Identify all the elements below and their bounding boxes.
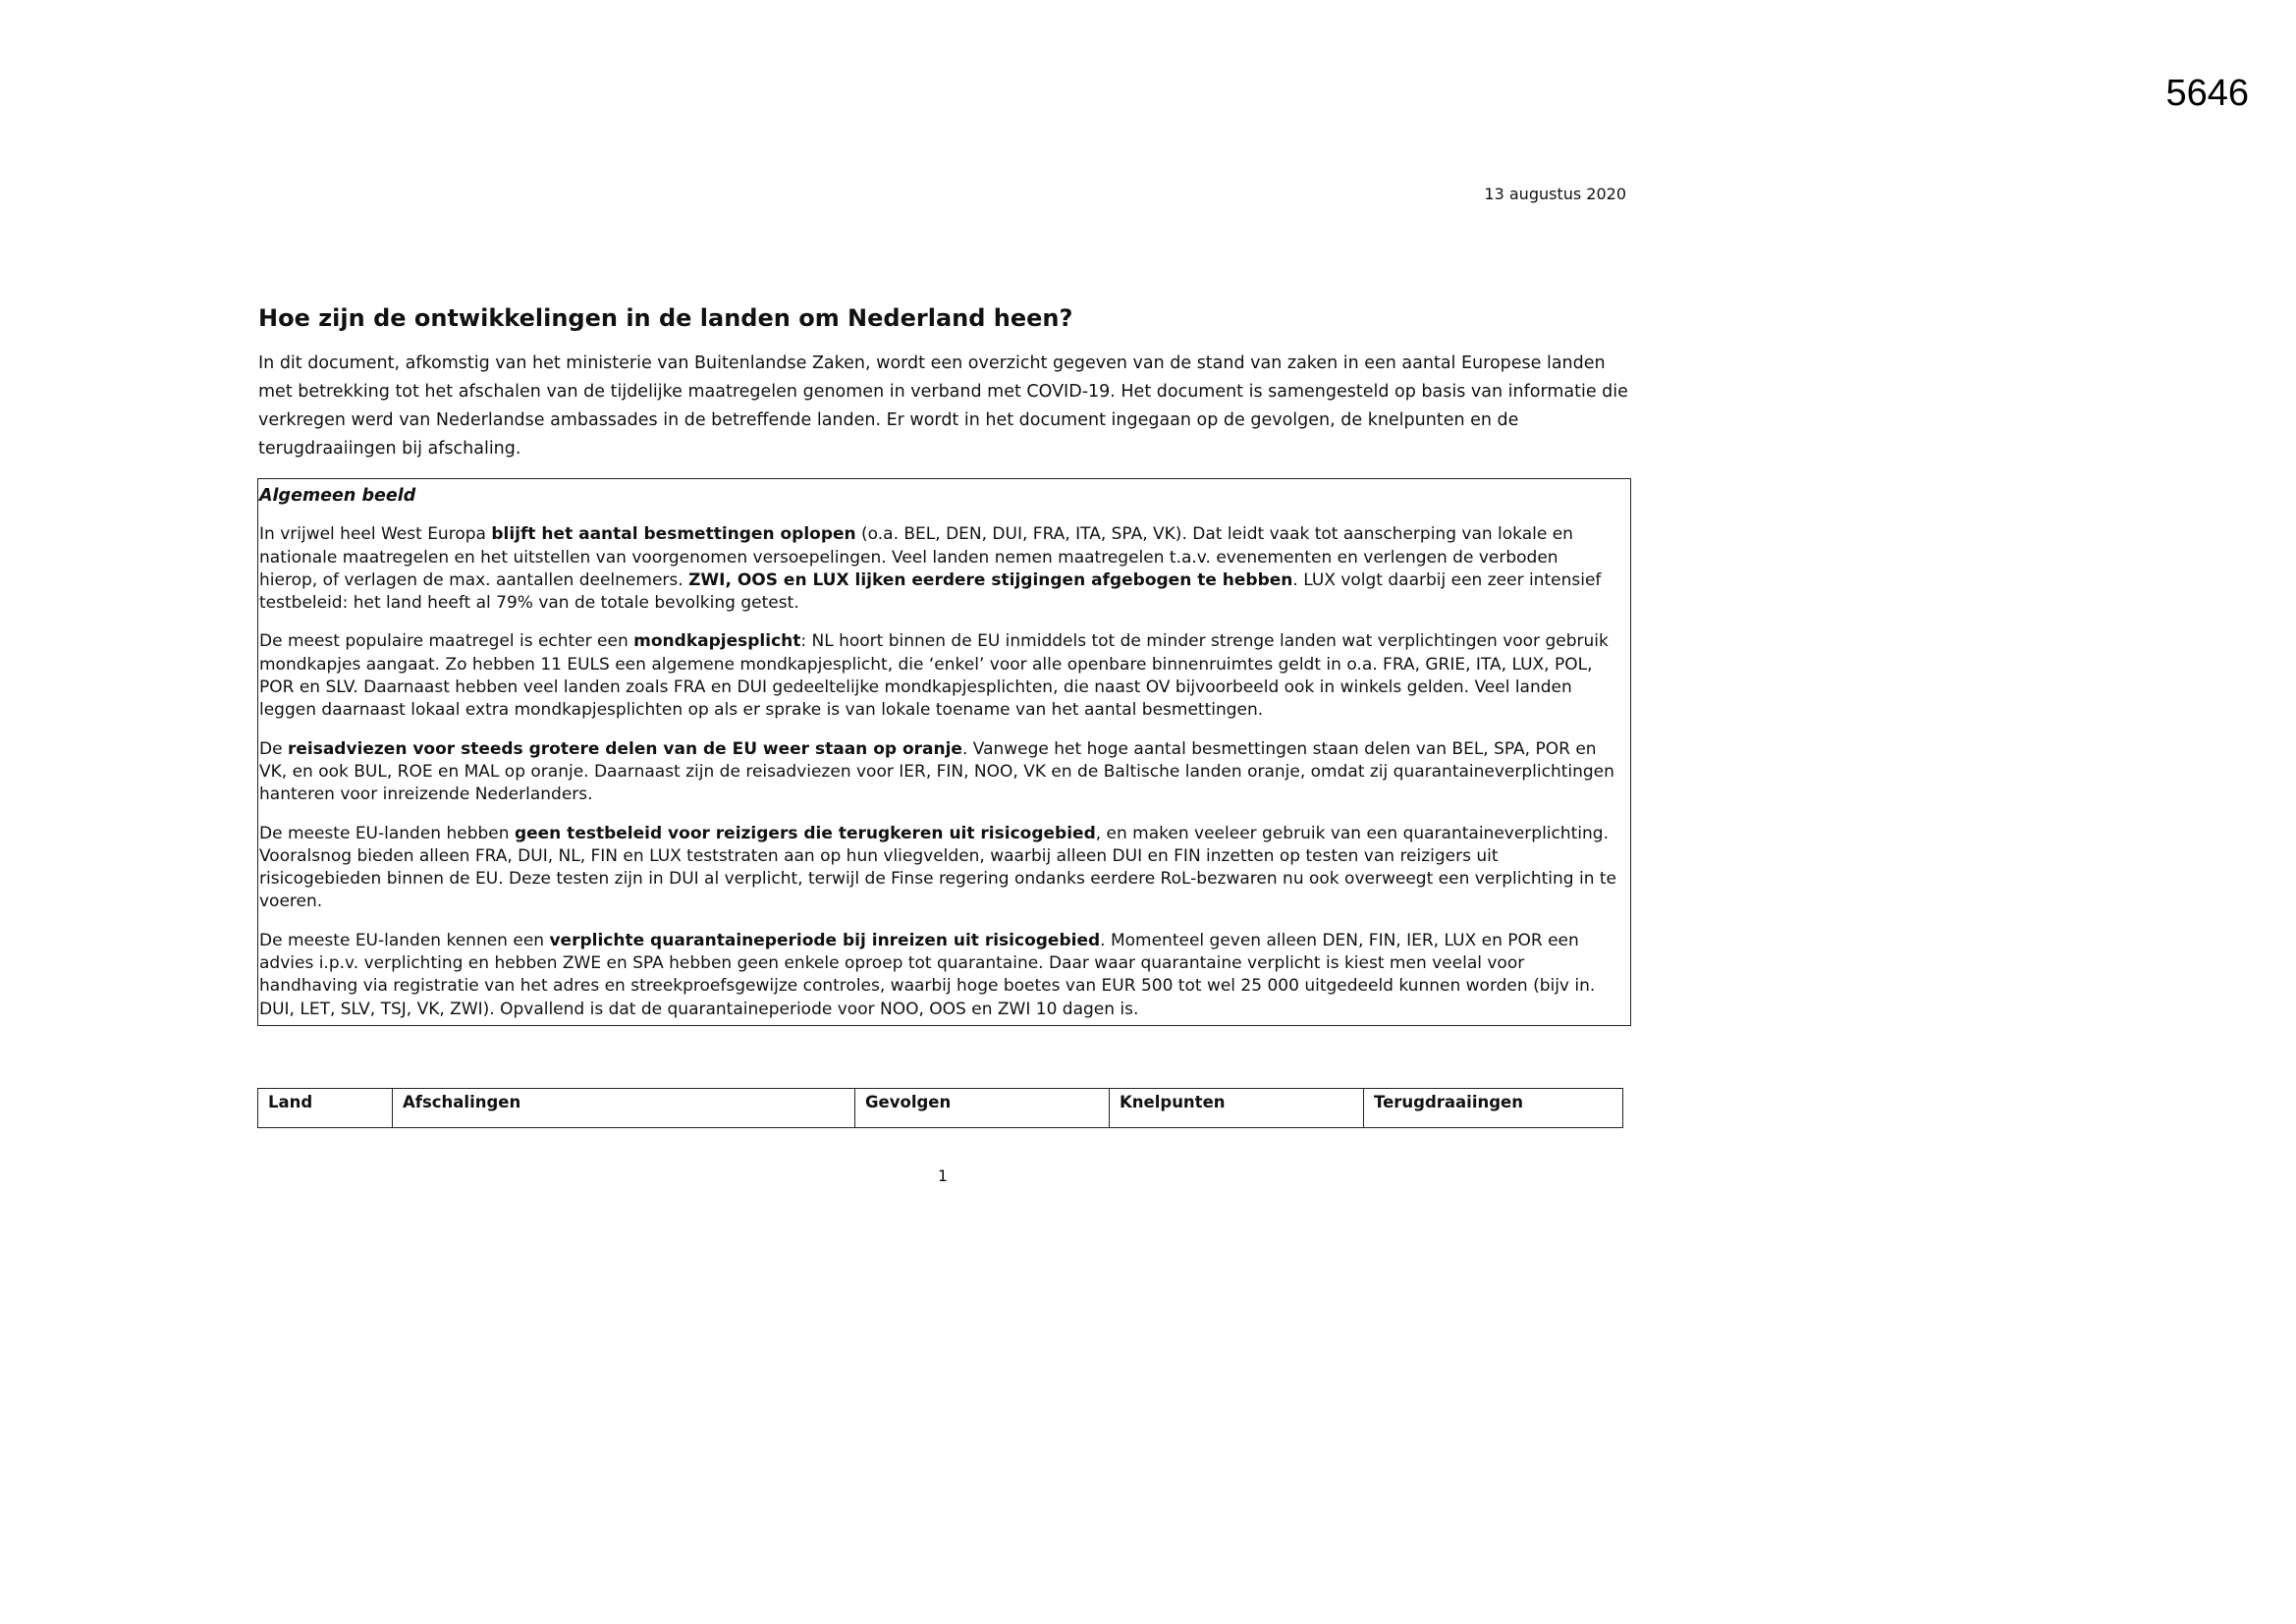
text-run: De meeste EU-landen hebben bbox=[259, 823, 515, 843]
column-header-gevolgen: Gevolgen bbox=[855, 1089, 1110, 1128]
summary-paragraph-masks bbox=[259, 630, 1620, 722]
bold-run: verplichte quarantaineperiode bij inreizen uit risicogebied bbox=[549, 930, 1101, 950]
footer-page-number: 1 bbox=[937, 1166, 949, 1185]
bold-run: reisadviezen voor steeds grotere delen van de EU weer staan op oranje bbox=[287, 738, 962, 759]
summary-box bbox=[257, 478, 1631, 1026]
summary-paragraph-travel-advice bbox=[259, 738, 1620, 807]
summary-paragraph-quarantine bbox=[259, 930, 1620, 1021]
text-run: De meest populaire maatregel is echter een bbox=[259, 631, 634, 652]
bold-run: mondkapjesplicht bbox=[633, 631, 801, 652]
text-run: De bbox=[259, 738, 288, 759]
text-run: , en maken veeleer gebruik van een quarantaineverplichting. Vooralsnog bieden alleen FRA, DUI, NL, FIN en LUX teststraten aan op hun vliegvelden, waarbij alleen DUI en FIN inzetten op testen van reizigers uit risicogebieden binnen de EU. Deze testen zijn in DUI al verplicht, terwijl de Finse regering ondanks eerdere RoL-bezwaren nu ook overweegt een verplichting in te voeren. bbox=[259, 823, 1616, 912]
column-header-knelpunten: Knelpunten bbox=[1110, 1089, 1364, 1128]
summary-paragraph-testing bbox=[259, 823, 1620, 914]
column-header-terugdraaiingen: Terugdraaiingen bbox=[1364, 1089, 1623, 1128]
text-run: . LUX volgt daarbij een zeer intensief testbeleid: het land heeft al 79% van de totale bevolking getest. bbox=[259, 569, 1602, 614]
table-header-row bbox=[258, 1089, 1623, 1128]
column-header-afschalingen: Afschalingen bbox=[393, 1089, 855, 1128]
text-run: . Momenteel geven alleen DEN, FIN, IER, LUX en POR een advies i.p.v. verplichting en hebben ZWE en SPA hebben geen enkele oproep tot quarantaine. Daar waar quarantaine verplicht is kiest men veelal voor handhaving via registratie van het adres en streekproefsgewijze controles, waarbij hoge boetes van EUR 500 tot wel 25 000 uitgedeeld kunnen worden (bijv in. DUI, LET, SLV, TSJ, VK, ZWI). Opvallend is dat de quarantaineperiode voor NOO, OOS en ZWI 10 dagen is. bbox=[259, 930, 1596, 1019]
text-run: . Vanwege het hoge aantal besmettingen staan delen van BEL, SPA, POR en VK, en ook BUL, ROE en MAL op oranje. Daarnaast zijn de reisadviezen voor IER, FIN, NOO, VK en de Baltische landen oranje, omdat zij quarantaineverplichtingen hanteren voor inreizende Nederlanders. bbox=[259, 738, 1614, 805]
bold-run: ZWI, OOS en LUX lijken eerdere stijgingen afgebogen te hebben bbox=[688, 569, 1293, 590]
bold-run: blijft het aantal besmettingen oplopen bbox=[491, 524, 856, 545]
document-title: Hoe zijn de ontwikkelingen in de landen om Nederland heen? bbox=[258, 304, 1073, 332]
document-date: 13 augustus 2020 bbox=[1484, 185, 1626, 203]
summary-heading: Algemeen beeld bbox=[259, 486, 416, 506]
page-number-top: 5646 bbox=[2165, 73, 2249, 114]
text-run: De meeste EU-landen kennen een bbox=[259, 930, 550, 950]
column-header-land: Land bbox=[258, 1089, 393, 1128]
text-run: In vrijwel heel West Europa bbox=[259, 524, 492, 545]
intro-paragraph: In dit document, afkomstig van het ministerie van Buitenlandse Zaken, wordt een overzicht gegeven van de stand van zaken in een aantal Europese landen met betrekking tot het afschalen van de tijdelijke maatregelen genomen in verband met COVID-19. Het document is samengesteld op basis van informatie die verkregen werd van Nederlandse ambassades in de betreffende landen. Er wordt in het document ingegaan op de gevolgen, de knelpunten en de terugdraaiingen bij afschaling. bbox=[258, 353, 1628, 459]
overview-table bbox=[257, 1088, 1623, 1128]
bold-run: geen testbeleid voor reizigers die terugkeren uit risicogebied bbox=[514, 823, 1096, 843]
summary-paragraph-infections bbox=[259, 523, 1620, 615]
text-run: : NL hoort binnen de EU inmiddels tot de minder strenge landen wat verplichtingen voor gebruik mondkapjes aangaat. Zo hebben 11 EULS een algemene mondkapjesplicht, die ‘enkel’ voor alle openbare binnenruimtes geldt in o.a. FRA, GRIE, ITA, LUX, POL, POR en SLV. Daarnaast hebben veel landen zoals FRA en DUI gedeeltelijke mondkapjesplichten, die naast OV bijvoorbeeld ook in winkels gelden. Veel landen leggen daarnaast lokaal extra mondkapjesplichten op als er sprake is van lokale toename van het aantal besmettingen. bbox=[259, 631, 1609, 721]
text-run: (o.a. BEL, DEN, DUI, FRA, ITA, SPA, VK). Dat leidt vaak tot aanscherping van lokale en nationale maatregelen en het uitstellen van voorgenomen versoepelingen. Veel landen nemen maatregelen t.a.v. evenementen en verlengen de verboden hierop, of verlagen de max. aantallen deelnemers. bbox=[259, 524, 1573, 590]
